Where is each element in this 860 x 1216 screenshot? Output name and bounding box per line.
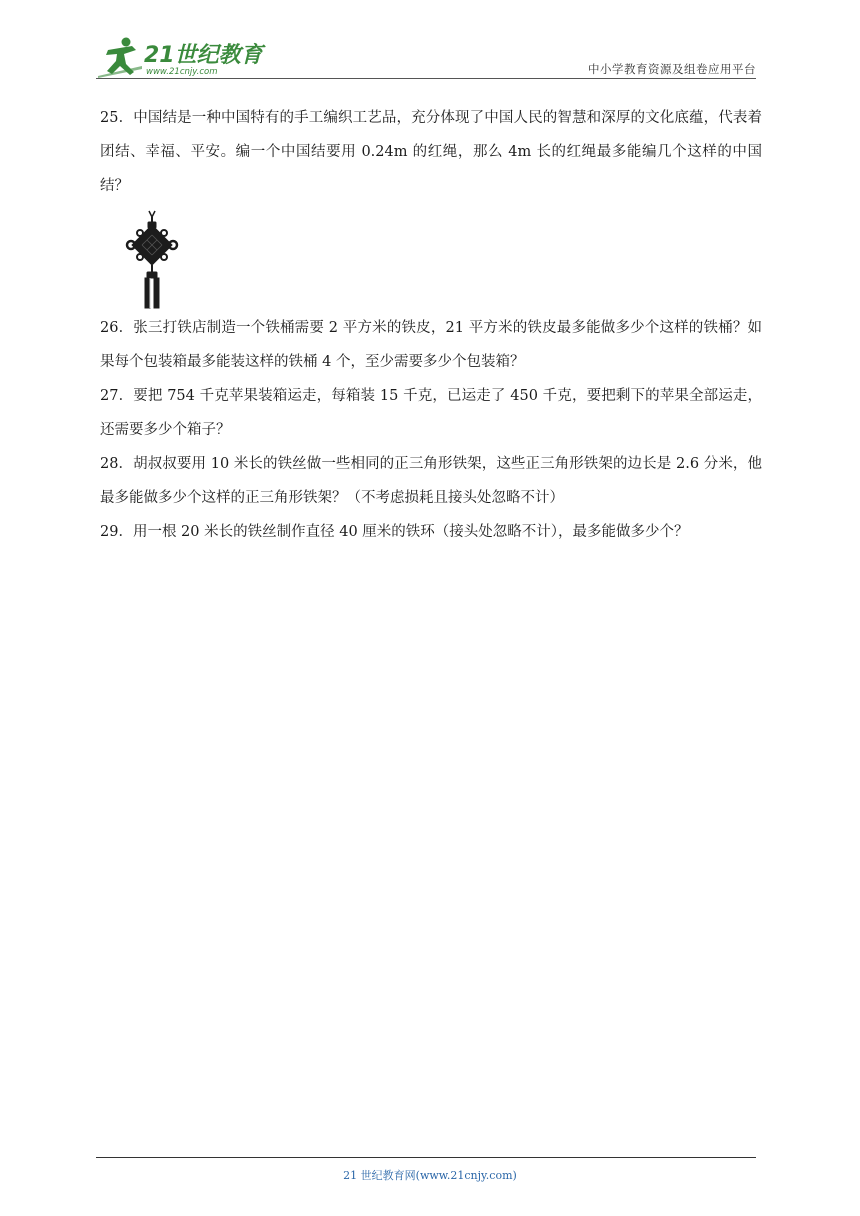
question-25: 25．中国结是一种中国特有的手工编织工艺品，充分体现了中国人民的智慧和深厚的文化底蕴，代表着团结、幸福、平安。编一个中国结要用 0.24m 的红绳，那么 4m 长的红绳最多能编几个这样的中国结？: [100, 110, 762, 194]
footer-divider: [96, 1157, 756, 1158]
question-29: 29．用一根 20 米长的铁丝制作直径 40 厘米的铁环（接头处忽略不计），最多能做多少个？: [100, 524, 689, 540]
chinese-knot-image: [122, 209, 202, 309]
header-divider: [96, 78, 756, 79]
question-28: 28．胡叔叔要用 10 米长的铁丝做一些相同的正三角形铁架，这些正三角形铁架的边长是 2.6 分米，他最多能做多少个这样的正三角形铁架？（不考虑损耗且接头处忽略不计）: [100, 456, 762, 506]
logo-text: 21世纪教育: [144, 43, 263, 68]
footer-link[interactable]: 21 世纪教育网(www.21cnjy.com): [343, 1169, 517, 1182]
logo: [96, 36, 266, 78]
question-27: 27．要把 754 千克苹果装箱运走，每箱装 15 千克，已运走了 450 千克，要把剩下的苹果全部运走，还需要多少个箱子？: [100, 388, 762, 438]
logo-url: www.21cnjy.com: [146, 67, 218, 77]
runner-icon: [98, 38, 142, 79]
question-26: 26．张三打铁店制造一个铁桶需要 2 平方米的铁皮，21 平方米的铁皮最多能做多少个这样的铁桶？如果每个包装箱最多能装这样的铁桶 4 个，至少需要多少个包装箱？: [100, 320, 762, 370]
question-list: [100, 101, 762, 549]
page-header: [96, 36, 756, 80]
platform-label: 中小学教育资源及组卷应用平台: [588, 62, 756, 76]
